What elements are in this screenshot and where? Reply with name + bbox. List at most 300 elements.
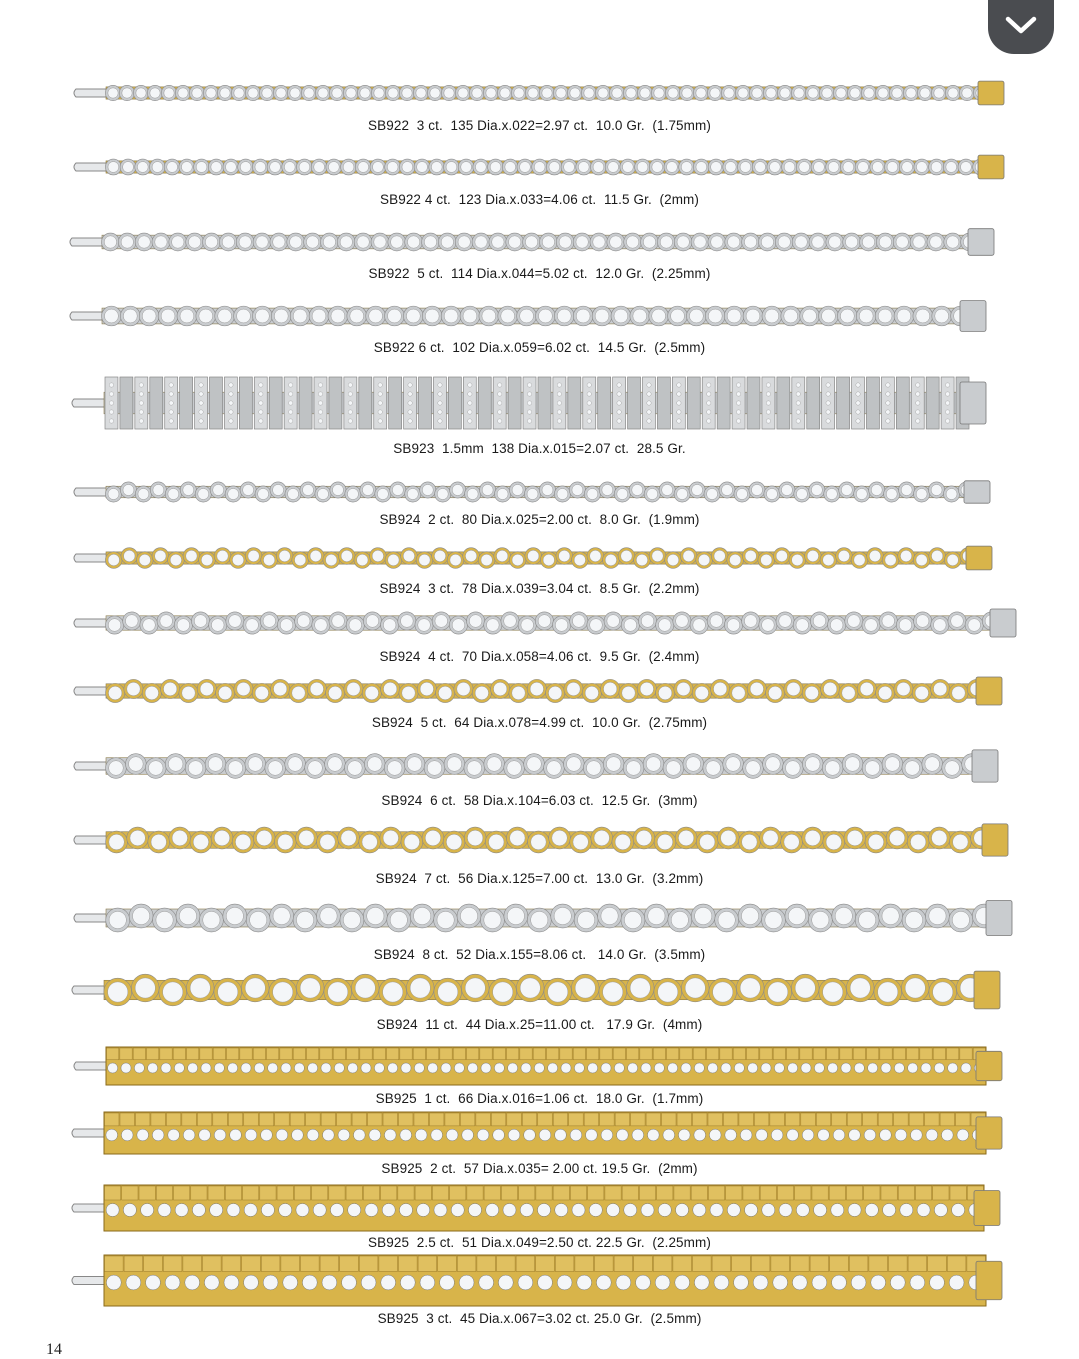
- diamond: [441, 236, 453, 248]
- diamond: [261, 1129, 273, 1141]
- diamond: [694, 1129, 706, 1141]
- diamond: [109, 401, 113, 405]
- diamond: [910, 1129, 922, 1141]
- diamond: [488, 834, 504, 850]
- diamond: [636, 1275, 651, 1290]
- diamond: [941, 1129, 953, 1141]
- diamond: [548, 1063, 558, 1073]
- bracelet-image: [72, 150, 1008, 184]
- diamond: [497, 410, 501, 414]
- diamond: [348, 410, 352, 414]
- diamond: [836, 88, 846, 98]
- link: [720, 1048, 732, 1060]
- diamond: [794, 88, 804, 98]
- diamond: [406, 309, 420, 323]
- diamond: [740, 978, 760, 998]
- diamond: [677, 410, 681, 414]
- diamond: [347, 488, 358, 499]
- diamond: [641, 615, 654, 628]
- link: [398, 1186, 414, 1200]
- item-caption: SB924 8 ct. 52 Dia.x.155=8.06 ct. 14.0 Gr. (3.5mm): [373, 947, 706, 962]
- diamond: [738, 88, 748, 98]
- diamond: [916, 615, 929, 628]
- link: [569, 1113, 583, 1126]
- diamond: [666, 761, 681, 776]
- diamond: [713, 982, 733, 1002]
- diamond: [348, 392, 352, 396]
- diamond: [401, 1063, 411, 1073]
- diamond: [640, 682, 653, 695]
- diamond: [378, 383, 382, 387]
- diamond: [273, 484, 284, 495]
- diamond: [259, 383, 263, 387]
- diamond: [538, 615, 551, 628]
- diamond: [531, 911, 548, 928]
- link: [920, 1048, 932, 1060]
- link: [147, 1048, 159, 1060]
- link: [747, 377, 760, 429]
- diamond: [807, 550, 818, 561]
- diamond: [362, 484, 373, 495]
- diamond: [407, 488, 418, 499]
- diamond: [828, 1063, 838, 1073]
- diamond: [818, 1129, 830, 1141]
- diamond: [185, 1275, 200, 1290]
- diamond: [509, 236, 521, 248]
- diamond: [313, 1203, 326, 1216]
- link: [908, 1256, 927, 1271]
- link: [760, 1186, 776, 1200]
- diamond: [438, 686, 451, 699]
- link: [210, 377, 223, 429]
- link: [448, 377, 461, 429]
- diamond: [420, 1275, 435, 1290]
- diamond: [342, 1275, 357, 1290]
- link: [151, 1113, 165, 1126]
- link: [926, 377, 939, 429]
- diamond: [424, 236, 436, 248]
- diamond: [199, 401, 203, 405]
- diamond: [572, 615, 585, 628]
- diamond: [213, 484, 224, 495]
- diamond: [444, 88, 454, 98]
- diamond: [229, 615, 242, 628]
- diamond: [734, 1275, 749, 1290]
- item-caption: SB924 6 ct. 58 Dia.x.104=6.03 ct. 12.5 Gr. (3mm): [381, 793, 698, 808]
- link: [261, 1256, 280, 1271]
- diamond: [383, 682, 396, 695]
- link: [570, 1186, 586, 1200]
- diamond: [273, 236, 285, 248]
- diamond: [947, 236, 959, 248]
- link: [373, 1048, 385, 1060]
- link: [347, 1048, 359, 1060]
- diamond: [677, 682, 690, 695]
- diamond: [126, 1275, 141, 1290]
- link: [631, 1113, 645, 1126]
- diamond: [593, 162, 604, 173]
- diamond: [460, 907, 477, 924]
- link: [222, 1256, 241, 1271]
- diamond: [525, 236, 537, 248]
- diamond: [297, 615, 310, 628]
- diamond: [850, 978, 870, 998]
- diamond: [744, 236, 756, 248]
- diamond: [628, 1063, 638, 1073]
- diamond: [348, 1063, 358, 1073]
- link: [693, 1048, 705, 1060]
- diamond: [524, 1129, 536, 1141]
- diamond: [123, 484, 134, 495]
- diamond: [261, 1203, 274, 1216]
- link: [723, 1113, 737, 1126]
- diamond: [761, 554, 772, 565]
- diamond: [348, 401, 352, 405]
- link: [187, 1048, 199, 1060]
- link: [889, 1256, 908, 1271]
- diamond: [127, 682, 140, 695]
- diamond: [542, 88, 552, 98]
- diamond: [718, 911, 735, 928]
- diamond: [130, 830, 146, 846]
- diamond: [930, 1275, 945, 1290]
- diamond: [288, 410, 292, 414]
- link: [227, 1048, 239, 1060]
- diamond: [626, 88, 636, 98]
- diamond: [148, 761, 163, 776]
- diamond: [487, 619, 500, 632]
- diamond: [617, 488, 628, 499]
- diamond: [557, 309, 571, 323]
- diamond: [284, 162, 295, 173]
- diamond: [913, 236, 925, 248]
- diamond: [552, 830, 568, 846]
- diamond: [300, 978, 320, 998]
- link: [491, 1113, 505, 1126]
- diamond: [388, 1063, 398, 1073]
- diamond: [606, 757, 621, 772]
- diamond: [868, 1063, 878, 1073]
- diamond: [468, 392, 472, 396]
- link: [419, 377, 432, 429]
- diamond: [641, 1063, 651, 1073]
- diamond: [885, 554, 896, 565]
- diamond: [246, 619, 259, 632]
- link: [480, 1048, 492, 1060]
- diamond: [878, 686, 891, 699]
- clasp-box: [974, 971, 1000, 1009]
- diamond: [732, 686, 745, 699]
- diamond: [245, 1129, 257, 1141]
- diamond: [281, 1063, 291, 1073]
- diamond: [948, 1063, 958, 1073]
- diamond: [139, 410, 143, 414]
- diamond: [214, 830, 230, 846]
- diamond: [812, 236, 824, 248]
- diamond: [663, 1129, 675, 1141]
- diamond: [796, 392, 800, 396]
- diamond: [520, 309, 534, 323]
- clasp-box: [960, 301, 986, 332]
- link: [533, 1048, 545, 1060]
- diamond: [234, 88, 244, 98]
- diamond: [768, 686, 781, 699]
- link: [379, 1256, 398, 1271]
- diamond: [595, 309, 609, 323]
- diamond: [318, 88, 328, 98]
- diamond: [503, 1203, 516, 1216]
- diamond: [945, 401, 949, 405]
- diamond: [934, 619, 947, 632]
- link: [627, 1048, 639, 1060]
- link: [657, 1186, 673, 1200]
- item-caption: SB925 2 ct. 57 Dia.x.035= 2.00 ct. 19.5 Gr. (2mm): [381, 1161, 698, 1176]
- diamond: [555, 1203, 568, 1216]
- diamond: [372, 550, 383, 561]
- diamond: [711, 162, 722, 173]
- diamond: [762, 619, 775, 632]
- diamond: [414, 1063, 424, 1073]
- diamond: [537, 1203, 550, 1216]
- diamond: [328, 686, 341, 699]
- diamond: [482, 309, 496, 323]
- diamond: [163, 682, 176, 695]
- diamond: [263, 1275, 278, 1290]
- diamond: [401, 615, 414, 628]
- diamond: [707, 419, 711, 423]
- diamond: [699, 834, 715, 850]
- link: [773, 1048, 785, 1060]
- diamond: [374, 1063, 384, 1073]
- link: [754, 1113, 768, 1126]
- diamond: [310, 550, 321, 561]
- diamond: [283, 1275, 298, 1290]
- diamond: [256, 830, 272, 846]
- diamond: [724, 88, 734, 98]
- diamond: [769, 162, 780, 173]
- diamond: [856, 419, 860, 423]
- link: [156, 1186, 172, 1200]
- diamond: [557, 488, 568, 499]
- link: [183, 1256, 202, 1271]
- diamond: [290, 88, 300, 98]
- diamond: [840, 309, 854, 323]
- diamond: [707, 383, 711, 387]
- diamond: [122, 88, 132, 98]
- diamond: [736, 401, 740, 405]
- diamond: [383, 982, 403, 1002]
- diamond: [123, 162, 134, 173]
- diamond: [121, 1129, 133, 1141]
- item-caption: SB924 3 ct. 78 Dia.x.039=3.04 ct. 8.5 Gr. (2.2mm): [379, 581, 700, 596]
- link: [717, 377, 730, 429]
- diamond: [179, 907, 196, 924]
- diamond: [450, 554, 461, 565]
- diamond: [263, 554, 274, 565]
- diamond: [431, 162, 442, 173]
- diamond: [698, 554, 709, 565]
- link: [680, 1048, 692, 1060]
- diamond: [945, 419, 949, 423]
- diamond: [833, 1129, 845, 1141]
- link: [893, 1048, 905, 1060]
- diamond: [736, 383, 740, 387]
- diamond: [926, 1129, 938, 1141]
- diamond: [457, 682, 470, 695]
- diamond: [210, 1203, 223, 1216]
- diamond: [229, 401, 233, 405]
- diamond: [931, 550, 942, 561]
- link: [225, 1186, 241, 1200]
- diamond: [796, 401, 800, 405]
- diamond: [587, 383, 591, 387]
- diamond: [878, 982, 898, 1002]
- diamond: [766, 419, 770, 423]
- diamond: [617, 410, 621, 414]
- diamond: [961, 1063, 971, 1073]
- diamond: [910, 1275, 925, 1290]
- link: [239, 377, 252, 429]
- diamond: [378, 410, 382, 414]
- clasp-box: [982, 824, 1008, 856]
- diamond: [296, 911, 313, 928]
- diamond: [734, 1063, 744, 1073]
- diamond: [696, 162, 707, 173]
- diamond: [484, 911, 501, 928]
- diamond: [467, 830, 483, 846]
- bracelet-image: [70, 373, 990, 433]
- diamond: [534, 162, 545, 173]
- diamond: [916, 419, 920, 423]
- diamond: [367, 757, 382, 772]
- diamond: [441, 1063, 451, 1073]
- diamond: [771, 1129, 783, 1141]
- diamond: [468, 410, 472, 414]
- diamond: [106, 1275, 121, 1290]
- diamond: [920, 88, 930, 98]
- diamond: [201, 554, 212, 565]
- diamond: [168, 1129, 180, 1141]
- diamond: [254, 1063, 264, 1073]
- diamond: [572, 1203, 585, 1216]
- diamond: [900, 1203, 913, 1216]
- diamond: [766, 392, 770, 396]
- bracelet-image: [72, 817, 1012, 863]
- diamond: [842, 686, 855, 699]
- diamond: [539, 1129, 551, 1141]
- diamond: [823, 982, 843, 1002]
- link: [174, 1186, 190, 1200]
- diamond: [614, 1063, 624, 1073]
- diamond: [829, 236, 841, 248]
- link: [732, 1256, 751, 1271]
- link: [894, 1113, 908, 1126]
- diamond: [905, 911, 922, 928]
- link: [840, 1048, 852, 1060]
- diamond: [557, 1275, 572, 1290]
- diamond: [695, 907, 712, 924]
- diamond: [812, 911, 829, 928]
- diamond: [408, 392, 412, 396]
- diamond: [547, 761, 562, 776]
- diamond: [685, 978, 705, 998]
- link: [743, 1186, 759, 1200]
- diamond: [610, 236, 622, 248]
- diamond: [451, 1203, 464, 1216]
- diamond: [250, 911, 267, 928]
- diamond: [668, 88, 678, 98]
- diamond: [514, 88, 524, 98]
- clasp-box: [974, 1191, 1000, 1226]
- link: [133, 1048, 145, 1060]
- diamond: [925, 757, 940, 772]
- link: [950, 1186, 966, 1200]
- diamond: [362, 834, 378, 850]
- diamond: [755, 162, 766, 173]
- diamond: [415, 1129, 427, 1141]
- diamond: [590, 550, 601, 561]
- diamond: [658, 619, 671, 632]
- diamond: [671, 911, 688, 928]
- link: [166, 1113, 180, 1126]
- diamond: [814, 162, 825, 173]
- diamond: [945, 410, 949, 414]
- diamond: [601, 907, 618, 924]
- diamond: [387, 162, 398, 173]
- diamond: [318, 383, 322, 387]
- diamond: [220, 88, 230, 98]
- diamond: [497, 383, 501, 387]
- link: [622, 1186, 638, 1200]
- collapse-button[interactable]: [988, 0, 1054, 54]
- diamond: [353, 1129, 365, 1141]
- diamond: [765, 309, 779, 323]
- link: [329, 377, 342, 429]
- diamond: [438, 982, 458, 1002]
- diamond: [902, 162, 913, 173]
- diamond: [894, 1063, 904, 1073]
- diamond: [486, 88, 496, 98]
- clasp-box: [966, 546, 992, 570]
- diamond: [859, 309, 873, 323]
- diamond: [557, 410, 561, 414]
- link: [429, 1113, 443, 1126]
- diamond: [258, 488, 269, 499]
- diamond: [332, 484, 343, 495]
- diamond: [897, 309, 911, 323]
- link: [497, 1256, 516, 1271]
- diamond: [681, 1063, 691, 1073]
- diamond: [109, 834, 125, 850]
- bracelet-image: [72, 743, 1002, 789]
- diamond: [199, 309, 213, 323]
- link: [795, 1186, 811, 1200]
- diamond: [391, 236, 403, 248]
- diamond: [848, 615, 861, 628]
- diamond: [237, 309, 251, 323]
- diamond: [952, 686, 965, 699]
- diamond: [228, 761, 243, 776]
- bracelet-image: [70, 1183, 1004, 1233]
- diamond: [148, 1063, 158, 1073]
- diamond: [138, 236, 150, 248]
- link: [880, 1048, 892, 1060]
- diamond: [675, 1275, 690, 1290]
- diamond: [318, 392, 322, 396]
- diamond: [721, 830, 737, 846]
- link: [909, 1113, 923, 1126]
- diamond: [172, 236, 184, 248]
